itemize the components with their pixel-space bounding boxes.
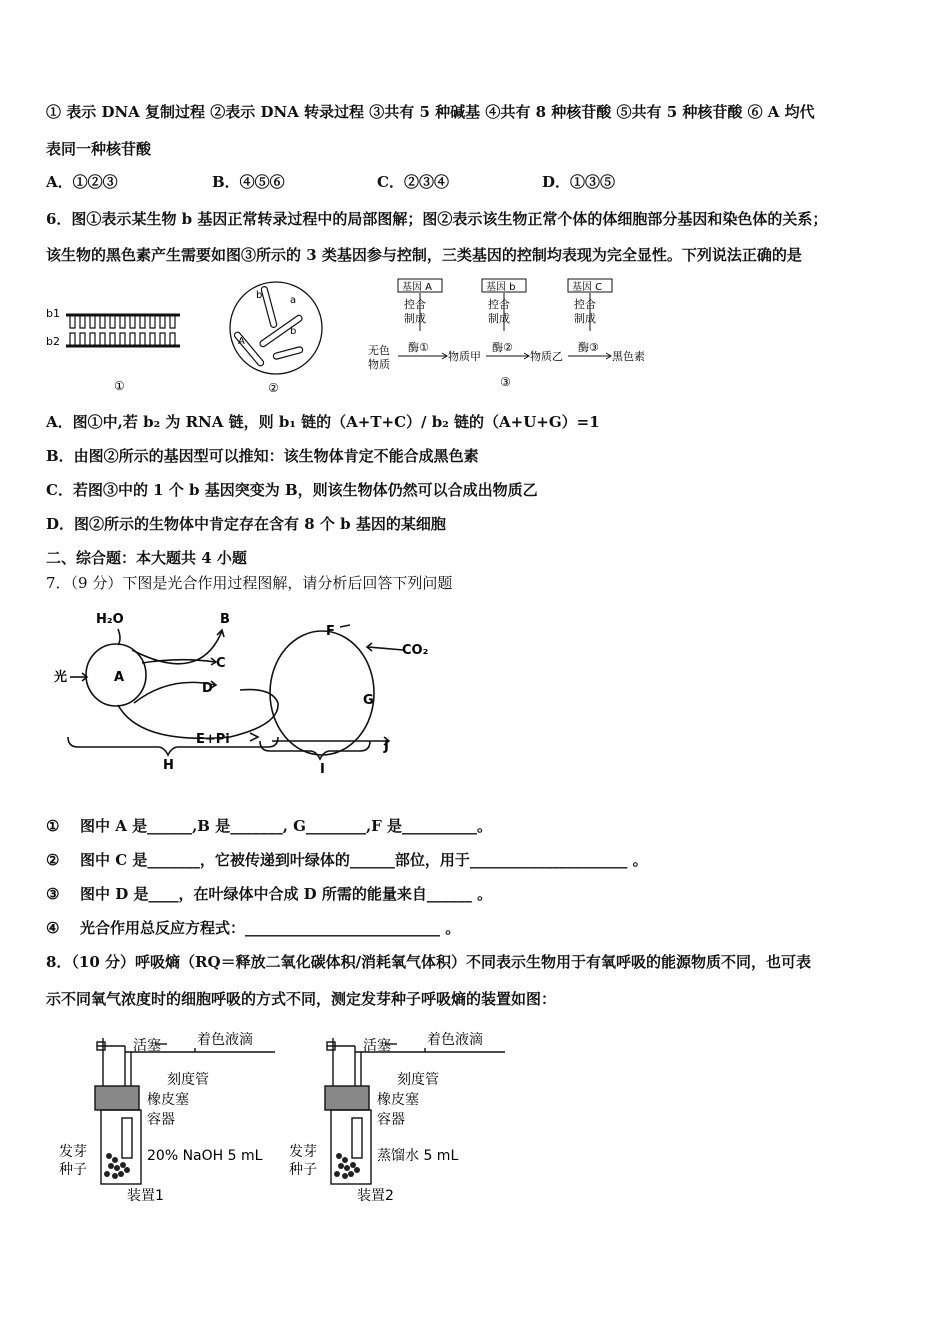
control-label: 制成 [488, 312, 510, 325]
q5-option-a: A．①②③ [46, 173, 118, 191]
apparatus-1 [55, 1028, 285, 1208]
container-label: 容器 [147, 1112, 175, 1128]
figure-1-label: ① [114, 379, 125, 393]
control-label: 控合 [488, 298, 510, 311]
gene-b-box: 基因 b [486, 282, 516, 293]
q5-option-b: B．④⑤⑥ [212, 173, 285, 191]
q7-item-2: 图中 C 是_______，它被传递到叶绿体的______部位，用于_____________________ 。 [80, 851, 648, 869]
seed-label: 发芽 [59, 1144, 87, 1160]
q7-title: 7．（9 分）下图是光合作用过程图解，请分析后回答下列问题 [46, 574, 453, 592]
gene-b-label: b [290, 326, 297, 337]
gene-b-label: b [256, 290, 263, 301]
d-label: D [202, 681, 213, 696]
q6-figure-3 [362, 276, 662, 391]
q7-item-3: 图中 D 是____，在叶绿体中合成 D 所需的能量来自______ 。 [80, 885, 493, 903]
light-label: 光 [54, 670, 68, 685]
q8-stem-cont: 示不同氧气浓度时的细胞呼吸的方式不同，测定发芽种子呼吸熵的装置如图： [46, 990, 557, 1008]
q5-option-c: C．②③④ [377, 173, 449, 191]
q8-stem: 8．（10 分）呼吸熵（RQ＝释放二氧化碳体积/消耗氧气体积）不同表示生物用于有氧呼吸的能源物质不同，也可表 [46, 953, 812, 971]
apparatus-2-label: 装置2 [357, 1188, 394, 1204]
strand-b2-label: b2 [46, 335, 60, 348]
q6-figure-2 [228, 278, 328, 398]
colored-drop-label: 着色液滴 [197, 1032, 253, 1048]
gene-a-label: a [290, 295, 297, 306]
g-label: G [363, 693, 374, 708]
q5-option-d: D．①③⑤ [542, 173, 616, 191]
q6-option-d: D．图②所示的生物体中肯定存在含有 8 个 b 基因的某细胞 [46, 515, 446, 533]
strand-b1-label: b1 [46, 307, 60, 320]
melanin-label: 黑色素 [612, 350, 645, 363]
container-label: 容器 [377, 1112, 405, 1128]
water-label: 蒸馏水 5 mL [377, 1148, 459, 1164]
apparatus-2 [285, 1028, 515, 1208]
e-pi-label: E+Pi [196, 732, 230, 747]
section-heading: 二、综合题：本大题共 4 小题 [46, 549, 247, 567]
a-label: A [114, 670, 125, 685]
f-label: F [326, 624, 335, 639]
substance-yi-label: 物质乙 [530, 350, 563, 363]
valve-label: 活塞 [133, 1038, 161, 1054]
seed-label: 种子 [59, 1162, 87, 1178]
gene-A-box: 基因 A [402, 282, 433, 293]
q7-item-2-num: ② [46, 851, 60, 869]
graduated-tube-label: 刻度管 [167, 1072, 209, 1088]
gene-A-label: A [238, 336, 245, 347]
graduated-tube-label: 刻度管 [397, 1072, 439, 1088]
gene-C-box: 基因 C [572, 282, 603, 293]
q5-statements-cont: 表同一种核苷酸 [46, 140, 152, 158]
q7-item-4: 光合作用总反应方程式：__________________________ 。 [80, 919, 461, 937]
control-label: 制成 [404, 312, 426, 325]
q7-item-4-num: ④ [46, 919, 60, 937]
b-label: B [220, 612, 230, 627]
q6-figure-1 [40, 300, 190, 395]
control-label: 控合 [574, 298, 596, 311]
i-label: I [320, 762, 325, 775]
valve-label: 活塞 [363, 1038, 391, 1054]
seed-label: 发芽 [289, 1144, 317, 1160]
substance-jia-label: 物质甲 [448, 350, 481, 363]
q6-option-b: B．由图②所示的基因型可以推知：该生物体肯定不能合成黑色素 [46, 447, 479, 465]
control-label: 制成 [574, 312, 596, 325]
enzyme-2-label: 酶② [492, 341, 513, 354]
q7-item-1-num: ① [46, 817, 60, 835]
figure-2-label: ② [268, 381, 279, 395]
apparatus-1-label: 装置1 [127, 1188, 164, 1204]
q6-option-c: C．若图③中的 1 个 b 基因突变为 B，则该生物体仍然可以合成出物质乙 [46, 481, 538, 499]
figure-3-label: ③ [500, 375, 511, 389]
photosynthesis-diagram [50, 605, 440, 775]
q7-item-1: 图中 A 是______,B 是_______, G________,F 是__________。 [80, 817, 493, 835]
colorless-label: 无色 [368, 344, 390, 357]
co2-label: CO₂ [402, 643, 429, 658]
h-label: H [163, 758, 174, 773]
naoh-label: 20% NaOH 5 mL [147, 1148, 263, 1164]
colorless-label: 物质 [368, 358, 390, 371]
c-label: C [216, 656, 226, 671]
enzyme-3-label: 酶③ [578, 341, 599, 354]
q7-item-3-num: ③ [46, 885, 60, 903]
h2o-label: H₂O [96, 612, 124, 627]
rubber-stopper-label: 橡皮塞 [147, 1092, 189, 1108]
q6-stem: 6．图①表示某生物 b 基因正常转录过程中的局部图解；图②表示该生物正常个体的体细胞部分基因和染色体的关系； [46, 210, 828, 228]
seed-label: 种子 [289, 1162, 317, 1178]
colored-drop-label: 着色液滴 [427, 1032, 483, 1048]
control-label: 控合 [404, 298, 426, 311]
rubber-stopper-label: 橡皮塞 [377, 1092, 419, 1108]
enzyme-1-label: 酶① [408, 341, 429, 354]
j-label: J [384, 739, 389, 754]
q6-option-a: A．图①中,若 b₂ 为 RNA 链，则 b₁ 链的（A+T+C）/ b₂ 链的（A+U+G）=1 [46, 413, 600, 431]
q6-stem-cont: 该生物的黑色素产生需要如图③所示的 3 类基因参与控制，三类基因的控制均表现为完全显性。下列说法正确的是 [46, 246, 802, 264]
q5-statements: ① 表示 DNA 复制过程 ②表示 DNA 转录过程 ③共有 5 种碱基 ④共有 8 种核苷酸 ⑤共有 5 种核苷酸 ⑥ A 均代 [46, 103, 815, 121]
